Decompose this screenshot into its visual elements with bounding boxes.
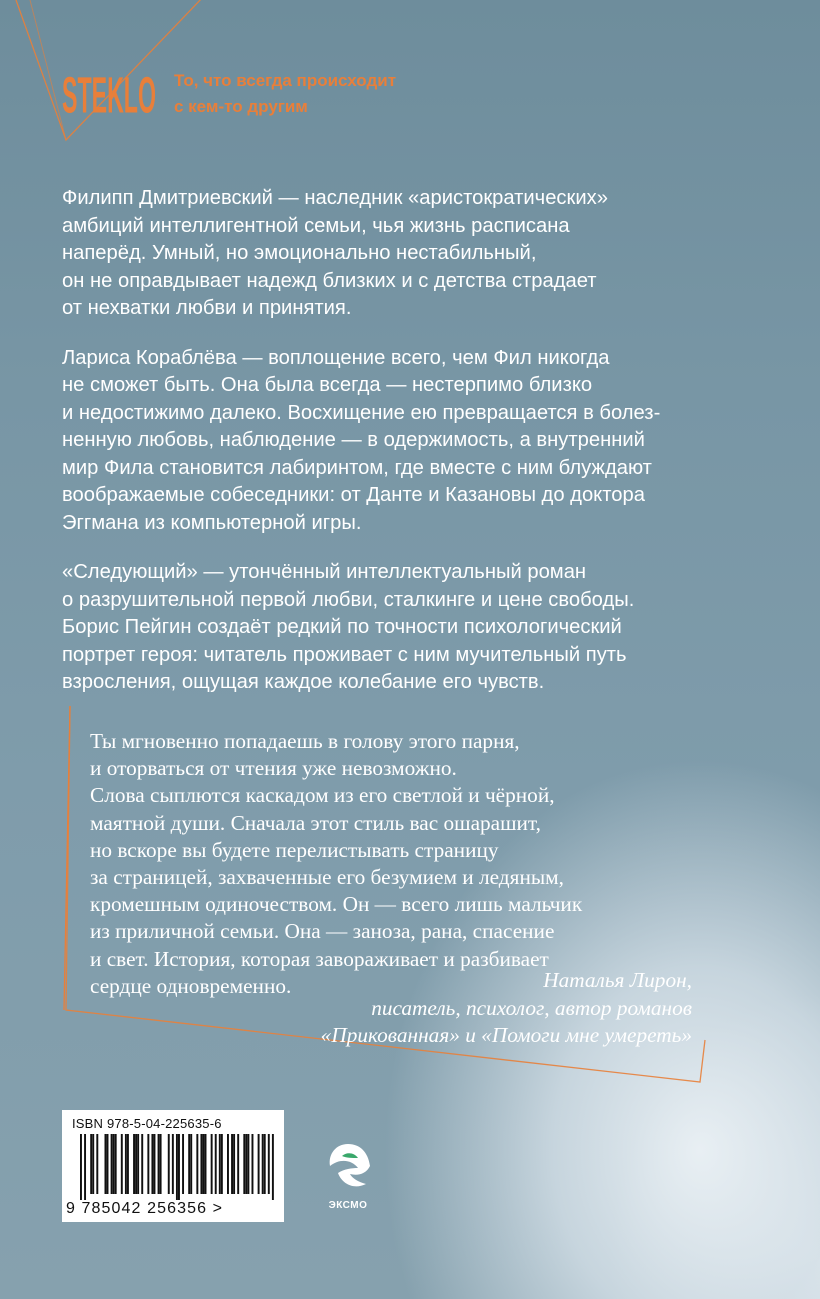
isbn-barcode [62,1110,284,1222]
review-quote: Ты мгновенно попадаешь в голову этого парня, и оторваться от чтения уже невозможно. Слова сыплются каскадом из его светлой и чёрной, маятной души. Сначала этот стиль вас ошарашит, но вскоре вы будете перелистывать страницу за страницей, захваченные его безумием и ледяным, кромешным одиночеством. Он — всего лишь мальчик из приличной семьи. Она — заноза, рана, спасение и свет. История, которая завораживает и разбивает сердце одновременно. [90,729,583,998]
barcode-bar [268,1134,270,1194]
barcode-bar [84,1134,86,1200]
barcode-bar [90,1134,92,1194]
barcode-bar [133,1134,135,1194]
barcode-bar [215,1134,217,1194]
barcode-bar [200,1134,202,1194]
barcode-bar [262,1134,264,1194]
barcode-bar [245,1134,247,1194]
barcode-bar [258,1134,260,1194]
barcode-bar [111,1134,113,1194]
description-paragraph: Лариса Кораблёва — воплощение всего, чем Фил никогда не сможет быть. Она была всегда — нестерпимо близко и недостижимо далеко. Восхищение ею превращается в болез- ненную любовь, наблюдение — в одержимость, а внутренний мир Фила становится лабиринтом, где вместе с ним блуждают воображаемые собеседники: от Данте и Казановы до доктора Эггмана из компьютерной игры. [62,346,661,534]
description-paragraph: Филипп Дмитриевский — наследник «аристократических» амбиций интеллигентной семьи, чья жизнь расписана наперёд. Умный, но эмоционально нестабильный, он не оправдывает надежд близких и с детства страдает от нехватки любви и принятия. [62,187,608,319]
svg-text:STEKLO: STEKLO [62,67,156,125]
barcode-bar [151,1134,153,1194]
barcode-bar [243,1134,245,1194]
publisher-logo [318,1138,378,1218]
barcode-bar [247,1134,249,1194]
barcode-bar [160,1134,162,1194]
barcode-bar [154,1134,156,1194]
quote-author-works: «Прикованная» и «Помоги мне умереть» [320,1023,692,1047]
quote-attribution [132,967,692,1050]
barcode-bar [178,1134,180,1200]
barcode-bar [172,1134,174,1194]
barcode-bar [182,1134,184,1194]
barcode-bar [158,1134,160,1194]
barcode-bar [264,1134,266,1194]
book-description [62,185,762,719]
barcode-bar [135,1134,137,1194]
barcode-bar [237,1134,239,1194]
quote-author: Наталья Лирон, [543,968,692,992]
barcode-bar [176,1134,178,1200]
series-tagline: То, что всегда происходит с кем-то другим [174,71,397,116]
barcode-bar [115,1134,117,1194]
description-paragraph: «Следующий» — утончённый интеллектуальный роман о разрушительной первой любви, сталкинге и цене свободы. Борис Пейгин создаёт редкий по точности психологический портрет героя: читатель проживает с ним мучительный путь взросления, ощущая каждое колебание его чувств. [62,561,635,693]
barcode-bar [221,1134,223,1194]
barcode-bar [252,1134,254,1194]
barcode-bar [231,1134,233,1194]
barcode-bar [127,1134,129,1194]
barcode-bar [105,1134,107,1194]
barcode-bar [233,1134,235,1194]
barcode-bar [203,1134,205,1194]
barcode-bar [190,1134,192,1194]
barcode-bar [219,1134,221,1194]
isbn-label: ISBN 978-5-04-225635-6 [72,1116,222,1131]
barcode-bar [96,1134,98,1194]
barcode-bar [121,1134,123,1194]
barcode-bar [141,1134,143,1194]
barcode-bars [80,1134,276,1200]
barcode-bar [227,1134,229,1194]
barcode-bar [107,1134,109,1194]
eksmo-logo-icon [318,1138,378,1198]
barcode-bar [272,1134,274,1200]
barcode-bar [113,1134,115,1194]
barcode-bar [168,1134,170,1194]
barcode-bar [205,1134,207,1194]
barcode-bar [147,1134,149,1194]
barcode-bar [196,1134,198,1194]
publisher-name: ЭКСМО [328,1200,368,1211]
barcode-digits: 9 785042 256356 > [66,1200,224,1217]
barcode-bar [211,1134,213,1194]
barcode-bar [188,1134,190,1194]
barcode-bar [92,1134,94,1194]
quote-author-role: писатель, психолог, автор романов [371,995,692,1020]
barcode-bar [80,1134,82,1200]
barcode-bar [137,1134,139,1194]
barcode-bar [125,1134,127,1194]
steklo-logo [62,60,158,128]
